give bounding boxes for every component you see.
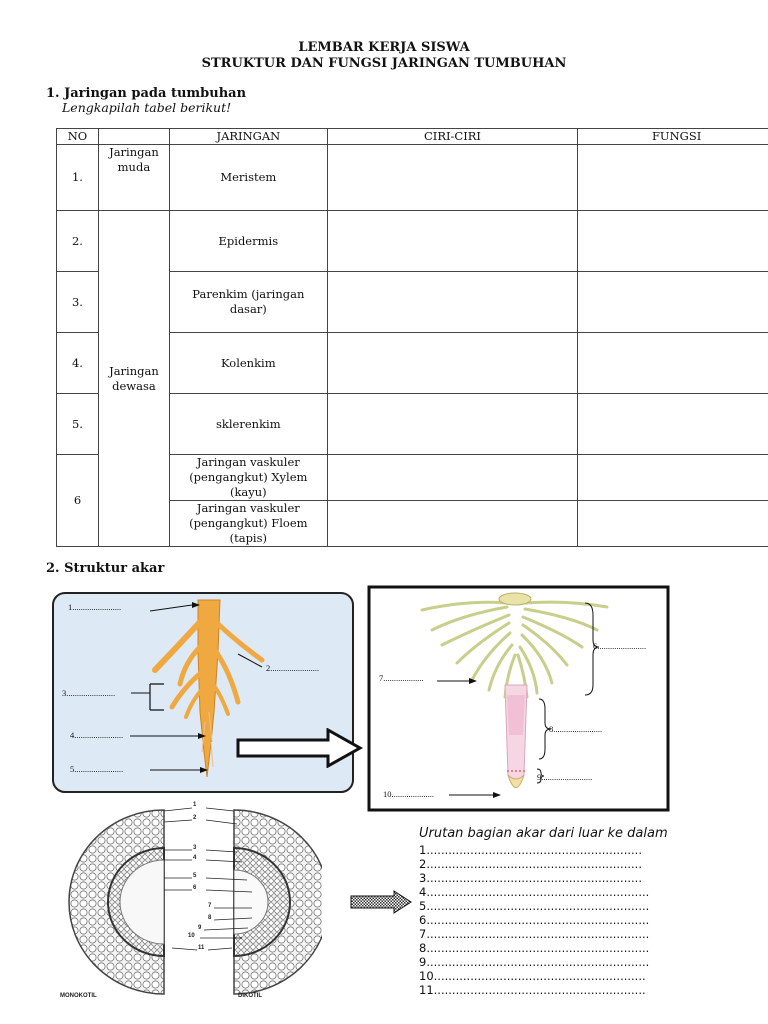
worksheet-title: LEMBAR KERJA SISWA xyxy=(298,40,470,55)
root-label-6: 6....................... xyxy=(593,641,647,651)
row-ciri-cell[interactable] xyxy=(327,211,578,272)
row-fungsi-cell[interactable] xyxy=(578,145,768,211)
cs-number-6: 6 xyxy=(193,885,197,891)
tissue-table xyxy=(56,128,768,547)
order-item[interactable]: 2........................................................... xyxy=(419,857,642,871)
right-arrow-icon xyxy=(236,728,364,768)
right-arrow-icon xyxy=(350,890,412,914)
row-no: 1. xyxy=(57,145,99,211)
root-label-10: 10.................... xyxy=(383,789,434,799)
cs-number-2: 2 xyxy=(193,815,197,821)
row-fungsi-cell[interactable] xyxy=(578,333,768,394)
order-item[interactable]: 6............................................................. xyxy=(419,913,650,927)
root-label-3: 3....................... xyxy=(62,688,116,698)
order-item[interactable]: 10.......................................................... xyxy=(419,969,646,983)
root-label-4: 4....................... xyxy=(70,730,124,740)
row-no: 4. xyxy=(57,333,99,394)
row-fungsi-cell[interactable] xyxy=(578,211,768,272)
row-ciri-cell[interactable] xyxy=(327,394,578,455)
order-list xyxy=(419,843,649,997)
order-item[interactable]: 11.......................................................... xyxy=(419,983,646,997)
row-ciri-cell[interactable] xyxy=(327,145,578,211)
section-1-instruction: Lengkapilah tabel berikut! xyxy=(62,100,232,115)
root-label-9: 9........................ xyxy=(537,772,593,782)
table-row xyxy=(57,211,768,272)
row-no: 6 xyxy=(57,455,99,547)
root-label-5: 5....................... xyxy=(70,764,124,774)
order-item[interactable]: 7............................................................. xyxy=(419,927,650,941)
header-no: NO xyxy=(57,129,99,145)
cs-number-4: 4 xyxy=(193,855,197,861)
row-ciri-cell[interactable] xyxy=(327,272,578,333)
row-fungsi-cell[interactable] xyxy=(578,272,768,333)
row-ciri-cell[interactable] xyxy=(327,501,578,547)
order-item[interactable]: 9............................................................. xyxy=(419,955,650,969)
row-jaringan: Meristem xyxy=(169,145,327,211)
cs-number-10: 10 xyxy=(188,933,195,939)
root-label-7: 7................... xyxy=(379,673,424,683)
row-no: 2. xyxy=(57,211,99,272)
table-header-row xyxy=(57,129,768,145)
row-no: 5. xyxy=(57,394,99,455)
group-young: Jaringan muda xyxy=(98,145,169,211)
header-ciri: CIRI-CIRI xyxy=(327,129,578,145)
header-fungsi: FUNGSI xyxy=(578,129,768,145)
cs-number-1: 1 xyxy=(193,802,197,808)
section-1-heading: 1. Jaringan pada tumbuhan xyxy=(46,86,247,101)
order-item[interactable]: 3........................................................... xyxy=(419,871,642,885)
root-label-2: 2....................... xyxy=(266,663,320,673)
table-row xyxy=(57,145,768,211)
row-jaringan: Epidermis xyxy=(169,211,327,272)
row-jaringan: Kolenkim xyxy=(169,333,327,394)
caption-monokotil: MONOKOTIL xyxy=(60,993,97,999)
root-label-1: 1....................... xyxy=(68,602,122,612)
order-title: Urutan bagian akar dari luar ke dalam xyxy=(419,826,668,841)
cs-number-8: 8 xyxy=(208,915,212,921)
row-jaringan: Jaringan vaskuler (pengangkut) Floem (tapis) xyxy=(169,501,327,547)
order-item[interactable]: 1........................................................... xyxy=(419,843,642,857)
order-item[interactable]: 8............................................................. xyxy=(419,941,650,955)
row-fungsi-cell[interactable] xyxy=(578,501,768,547)
cs-number-3: 3 xyxy=(193,845,197,851)
section-2-heading: 2. Struktur akar xyxy=(46,561,165,576)
row-ciri-cell[interactable] xyxy=(327,455,578,501)
worksheet-subtitle: STRUKTUR DAN FUNGSI JARINGAN TUMBUHAN xyxy=(201,56,567,71)
order-item[interactable]: 4............................................................. xyxy=(419,885,650,899)
cs-number-11: 11 xyxy=(198,945,205,951)
caption-dikotil: DIKOTIL xyxy=(238,993,262,999)
row-ciri-cell[interactable] xyxy=(327,333,578,394)
group-adult: Jaringan dewasa xyxy=(98,211,169,547)
cs-number-9: 9 xyxy=(198,925,202,931)
row-fungsi-cell[interactable] xyxy=(578,455,768,501)
cs-number-5: 5 xyxy=(193,873,197,879)
root-tip-illustration xyxy=(367,585,670,812)
row-no: 3. xyxy=(57,272,99,333)
row-jaringan: Parenkim (jaringan dasar) xyxy=(169,272,327,333)
cs-number-7: 7 xyxy=(208,903,212,909)
order-item[interactable]: 5............................................................. xyxy=(419,899,650,913)
cross-section-illustration xyxy=(52,800,322,1006)
root-label-8: 8....................... xyxy=(549,724,603,734)
root-tip-diagram xyxy=(367,585,670,812)
row-jaringan: Jaringan vaskuler (pengangkut) Xylem (kayu) xyxy=(169,455,327,501)
row-fungsi-cell[interactable] xyxy=(578,394,768,455)
header-group xyxy=(98,129,169,145)
row-jaringan: sklerenkim xyxy=(169,394,327,455)
header-jaringan: JARINGAN xyxy=(169,129,327,145)
root-cross-section xyxy=(52,800,322,1006)
